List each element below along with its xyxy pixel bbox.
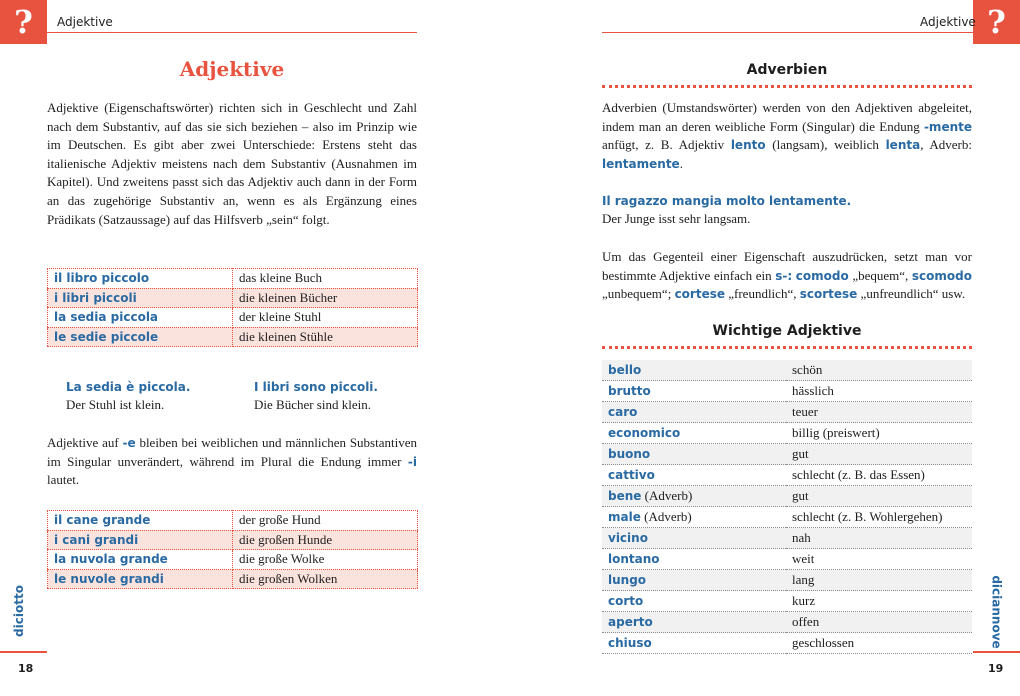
- table-row: caro teuer: [602, 402, 972, 423]
- table-row: brutto hässlich: [602, 381, 972, 402]
- gegenteil-paragraph: Um das Gegenteil einer Eigenschaft auszudrücken, setzt man vor bestimmte Adjektive einfach ein s-: comodo „bequem“, scomodo „unbequem“; cortese „freundlich“, scortese „unfreundlich“ usw.: [602, 249, 972, 302]
- header-rule-left: [47, 32, 417, 33]
- noun-adjective-table-2: [47, 510, 418, 589]
- table-row: lontano weit: [602, 549, 972, 570]
- table-row: vicino nah: [602, 528, 972, 549]
- page-number-left: 18: [18, 662, 34, 675]
- question-mark-icon: ?: [973, 0, 1020, 44]
- table-row: bene (Adverb) gut: [602, 486, 972, 507]
- table-row: corto kurz: [602, 591, 972, 612]
- page-word-right: diciannove: [989, 575, 1004, 649]
- table-row: i libri piccoli die kleinen Bücher: [48, 288, 418, 308]
- table-row: le sedie piccole die kleinen Stühle: [48, 327, 418, 347]
- table-row: la nuvola grande die große Wolke: [48, 550, 418, 570]
- table-row: la sedia piccola der kleine Stuhl: [48, 308, 418, 328]
- running-title-left: Adjektive: [57, 15, 113, 29]
- example-1: La sedia è piccola. Der Stuhl ist klein.: [66, 380, 191, 412]
- table-row: cattivo schlecht (z. B. das Essen): [602, 465, 972, 486]
- intro-paragraph: Adjektive (Eigenschaftswörter) richten sich in Geschlecht und Zahl nach dem Substantiv, auf das sie sich beziehen – also im Prinzip wie im Deutschen. Es gibt aber zwei Unterschiede: Erstens steht das italienische Adjektiv meistens nach dem Substantiv (Ausnahmen im Kapitel). Und zweitens passt sich das Adjektiv auch dann in der Form an das zugehörige Substantiv an, wenn es als Ergänzung eines Prädikats (Satzaussage) auf das Hilfsverb „sein“ folgt.: [47, 100, 417, 227]
- table-row: aperto offen: [602, 612, 972, 633]
- adverbien-paragraph: Adverbien (Umstandswörter) werden von den Adjektiven abgeleitet, indem man an deren weibliche Form (Singular) die Endung -mente anfügt, z. B. Adjektiv lento (langsam), weiblich lenta, Adverb: lentamente.: [602, 100, 972, 171]
- dotted-divider: [602, 85, 972, 88]
- question-mark-icon: ?: [0, 0, 47, 44]
- example-2: I libri sono piccoli. Die Bücher sind klein.: [254, 380, 378, 412]
- footer-rule-left: [0, 651, 47, 653]
- wichtige-adjektive-heading: Wichtige Adjektive: [712, 323, 862, 339]
- dotted-divider: [602, 346, 972, 349]
- table-row: lungo lang: [602, 570, 972, 591]
- adjective-vocabulary-table: [602, 360, 972, 654]
- noun-adjective-table-1: [47, 268, 418, 347]
- page-word-left: diciotto: [11, 585, 26, 637]
- table-row: il libro piccolo das kleine Buch: [48, 269, 418, 289]
- table-row: i cani grandi die großen Hunde: [48, 530, 418, 550]
- table-row: chiuso geschlossen: [602, 633, 972, 654]
- table-row: buono gut: [602, 444, 972, 465]
- table-row: le nuvole grandi die großen Wolken: [48, 569, 418, 589]
- adverbien-heading: Adverbien: [746, 62, 828, 78]
- table-row: bello schön: [602, 360, 972, 381]
- page-title: Adjektive: [179, 57, 285, 81]
- adverb-example: Il ragazzo mangia molto lentamente. Der Junge isst sehr langsam.: [602, 194, 852, 226]
- table-row: il cane grande der große Hund: [48, 511, 418, 531]
- table-row: male (Adverb) schlecht (z. B. Wohlergehen): [602, 507, 972, 528]
- page-number-right: 19: [988, 662, 1004, 675]
- header-rule-right: [602, 32, 973, 33]
- footer-rule-right: [973, 651, 1020, 653]
- ending-paragraph: Adjektive auf -e bleiben bei weiblichen und männlichen Substantiven im Singular unverändert, während im Plural die Endung immer -i lautet.: [47, 435, 417, 488]
- running-title-right: Adjektive: [920, 15, 976, 29]
- table-row: economico billig (preiswert): [602, 423, 972, 444]
